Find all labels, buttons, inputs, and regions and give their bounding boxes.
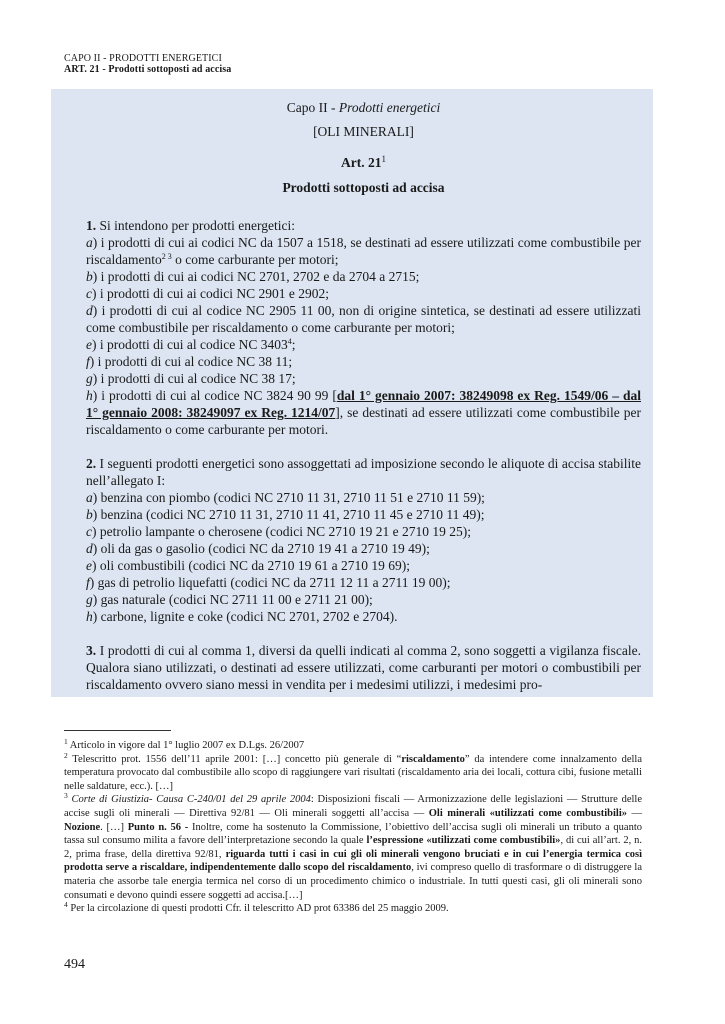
article-number <box>86 153 641 173</box>
footnote-text: , ivi compreso quello di trasformare o di distruggere la materia che assorbe tale energia termica nel corso di un procedimento chimico o industriale. In tutti questi casi, gli oli minerali sono consumati e devono quindi essere soggetti ad accisa.[…] <box>64 862 642 901</box>
footnote-marker: 4 <box>64 900 68 910</box>
header-article: ART. 21 - Prodotti sottoposti ad accisa <box>64 64 232 75</box>
item-letter: f <box>86 575 90 590</box>
footnote-2 <box>64 750 643 794</box>
chapter-name: Prodotti energetici <box>338 100 441 115</box>
item-text: ) i prodotti di cui ai codici NC da 1507 a 1518, se destinati ad essere utilizzati come combustibile per riscaldamento <box>86 235 641 267</box>
article-footnote-ref[interactable]: 1 <box>381 154 386 164</box>
section-label: [OLI MINERALI] <box>313 124 414 139</box>
item-text: ) i prodotti di cui al codice NC 3824 90 99 [ <box>92 388 337 403</box>
item-text: ) benzina con piombo (codici NC 2710 11 31, 2710 11 51 e 2710 11 59); <box>92 490 485 505</box>
footnote-text: ” da intendere come innalzamento della temperatura provocato dal combustibile allo scopo di raggiungere vari risultati (riscaldamento aria dei locali, cottura cibi, fusione metalli nelle saldature, ecc.). […] <box>64 753 643 792</box>
footnote-1 <box>64 739 642 753</box>
footnote-ref-2-3[interactable]: 2 3 <box>161 252 172 261</box>
footnote-separator <box>64 730 171 731</box>
item-letter: h <box>86 388 93 403</box>
comma-2-item <box>86 489 641 506</box>
footnote-text: , di cui all’art. 2, n. 2, prima frase, della direttiva 92/81, <box>64 835 642 860</box>
item-text-end: ], se destinati ad essere utilizzati come combustibile per riscaldamento o come carburante per motori. <box>86 405 641 437</box>
footnote-bold: l’espressione «utilizzati come combustibili» <box>366 835 561 847</box>
comma-2-text: I seguenti prodotti energetici sono assoggettati ad imposizione secondo le aliquote di accisa stabilite nell’allegato I: <box>86 456 641 488</box>
amendment-link[interactable]: dal 1° gennaio 2007: 38249098 ex Reg. 1549/06 – dal 1° gennaio 2008: 38249097 ex Reg. 1214/07 <box>86 388 641 420</box>
footnote-text: . […] <box>100 821 128 833</box>
comma-1-item-f <box>86 353 641 370</box>
item-letter: b <box>86 269 93 284</box>
footnote-ref-4[interactable]: 4 <box>287 337 292 346</box>
item-text: ) gas di petrolio liquefatti (codici NC da 2711 12 11 a 2711 19 00); <box>89 575 451 590</box>
footnote-text: Articolo in vigore dal 1° luglio 2007 ex D.Lgs. 26/2007 <box>67 740 305 751</box>
comma-1-item-g <box>86 370 641 387</box>
comma-1-item-d <box>86 302 641 336</box>
article-body <box>86 217 641 693</box>
comma-2-item <box>86 506 641 523</box>
article-title: Prodotti sottoposti ad accisa <box>282 180 445 195</box>
chapter-heading <box>86 98 641 118</box>
comma-1-text: Si intendono per prodotti energetici: <box>96 218 295 233</box>
item-text: ) oli da gas o gasolio (codici NC da 2710 19 41 a 2710 19 49); <box>92 541 430 556</box>
item-text: ) i prodotti di cui al codice NC 3403 <box>92 337 288 352</box>
comma-1-item-e <box>86 336 641 353</box>
footnote-bold: riguarda tutti i casi in cui gli oli minerali vengono bruciati e in cui l’energia termica così prodotta serve a riscaldare, indipendentemente dallo scopo del riscaldamento <box>64 848 642 874</box>
comma-2-item <box>86 557 641 574</box>
item-text: ) i prodotti di cui al codice NC 38 11; <box>89 354 293 369</box>
footnote-marker: 3 <box>64 791 68 801</box>
item-text: ) benzina (codici NC 2710 11 31, 2710 11 41, 2710 11 45 e 2710 11 49); <box>92 507 485 522</box>
comma-1-item-a <box>86 234 641 268</box>
item-letter: c <box>86 524 92 539</box>
item-text: ) gas naturale (codici NC 2711 11 00 e 2711 21 00); <box>92 592 373 607</box>
comma-2-item <box>86 608 641 625</box>
item-letter: d <box>86 303 93 318</box>
comma-3-number: 3. <box>86 643 97 658</box>
comma-3 <box>86 642 641 693</box>
running-header <box>64 53 231 75</box>
comma-3-text: I prodotti di cui al comma 1, diversi da quelli indicati al comma 2, sono soggetti a vigilanza fiscale. Qualora siano utilizzati, o destinati ad essere utilizzati, come carburanti per motori o combustibili per riscaldamento ovvero siano messi in vendita per i medesimi utilizzi, i medesimi pro- <box>86 643 641 692</box>
comma-1-item-b <box>86 268 641 285</box>
item-text: ) i prodotti di cui al codice NC 38 17; <box>92 371 296 386</box>
item-letter: a <box>86 235 93 250</box>
article-label: Art. 21 <box>341 155 382 170</box>
item-letter: b <box>86 507 93 522</box>
comma-2-item <box>86 591 641 608</box>
footnotes <box>64 739 642 916</box>
footnote-text: Per la circolazione di questi prodotti Cfr. il telescritto AD prot 63386 del 25 maggio 2009. <box>67 903 449 915</box>
footnote-4 <box>64 902 642 916</box>
footnote-text: — <box>626 807 642 819</box>
item-text-end: o come carburante per motori; <box>171 252 339 267</box>
footnote-3 <box>64 793 642 902</box>
article-panel <box>51 89 653 697</box>
footnote-bold: riscaldamento <box>401 753 465 765</box>
footnote-bold: Nozione <box>64 821 101 833</box>
item-text: ) i prodotti di cui ai codici NC 2901 e 2902; <box>92 286 329 301</box>
item-letter: e <box>86 558 92 573</box>
footnote-bold: Oli minerali «utilizzati come combustibili» <box>428 807 627 819</box>
item-letter: g <box>86 592 93 607</box>
comma-1-intro <box>86 217 641 234</box>
comma-2-item <box>86 540 641 557</box>
item-letter: g <box>86 371 93 386</box>
item-text: ) oli combustibili (codici NC da 2710 19 61 a 2710 19 69); <box>92 558 410 573</box>
comma-2-intro <box>86 455 641 489</box>
item-text: ) carbone, lignite e coke (codici NC 2701, 2702 e 2704). <box>92 609 398 624</box>
item-letter: d <box>86 541 93 556</box>
comma-1-number: 1. <box>86 218 97 233</box>
item-letter: h <box>86 609 93 624</box>
item-letter: a <box>86 490 93 505</box>
comma-2-item <box>86 523 641 540</box>
footnote-citation: Corte di Giustizia- Causa C-240/01 del 29 aprile 2004 <box>67 794 311 806</box>
footnote-bold: Punto n. 56 - <box>127 821 189 833</box>
page-number: 494 <box>64 957 85 972</box>
footnote-marker: 1 <box>64 737 68 746</box>
footnote-text: Telescritto prot. 1556 dell’11 aprile 2001: […] concetto più generale di “ <box>67 753 402 765</box>
item-letter: e <box>86 337 92 352</box>
item-text: ) petrolio lampante o cherosene (codici NC 2710 19 21 e 2710 19 25); <box>92 524 472 539</box>
comma-1-item-c <box>86 285 641 302</box>
comma-2-item <box>86 574 641 591</box>
item-letter: f <box>86 354 90 369</box>
footnote-text: : Disposizioni fiscali — Armonizzazione delle legislazioni — Strutture delle accise sugli oli minerali — Direttiva 92/81 — Oli minerali soggetti all’accisa — <box>64 794 642 819</box>
comma-1-item-h <box>86 387 641 438</box>
footnote-text: Inoltre, come ha sostenuto la Commissione, l’obiettivo dell’accisa sugli oli minerali un tributo a quanto tassa sul consumo milita a favore dell’interpretazione secondo la quale <box>64 821 642 847</box>
chapter-prefix: Capo II - <box>286 100 339 115</box>
header-chapter: CAPO II - PRODOTTI ENERGETICI <box>64 53 222 64</box>
comma-2-number: 2. <box>86 456 97 471</box>
item-text: ) i prodotti di cui ai codici NC 2701, 2702 e da 2704 a 2715; <box>92 269 420 284</box>
footnote-marker: 2 <box>64 750 68 760</box>
item-text: ) i prodotti di cui al codice NC 2905 11 00, non di origine sintetica, se destinati ad essere utilizzati come combustibile per riscaldamento o come carburante per motori; <box>86 303 641 335</box>
item-letter: c <box>86 286 92 301</box>
item-text-end: ; <box>291 337 296 352</box>
